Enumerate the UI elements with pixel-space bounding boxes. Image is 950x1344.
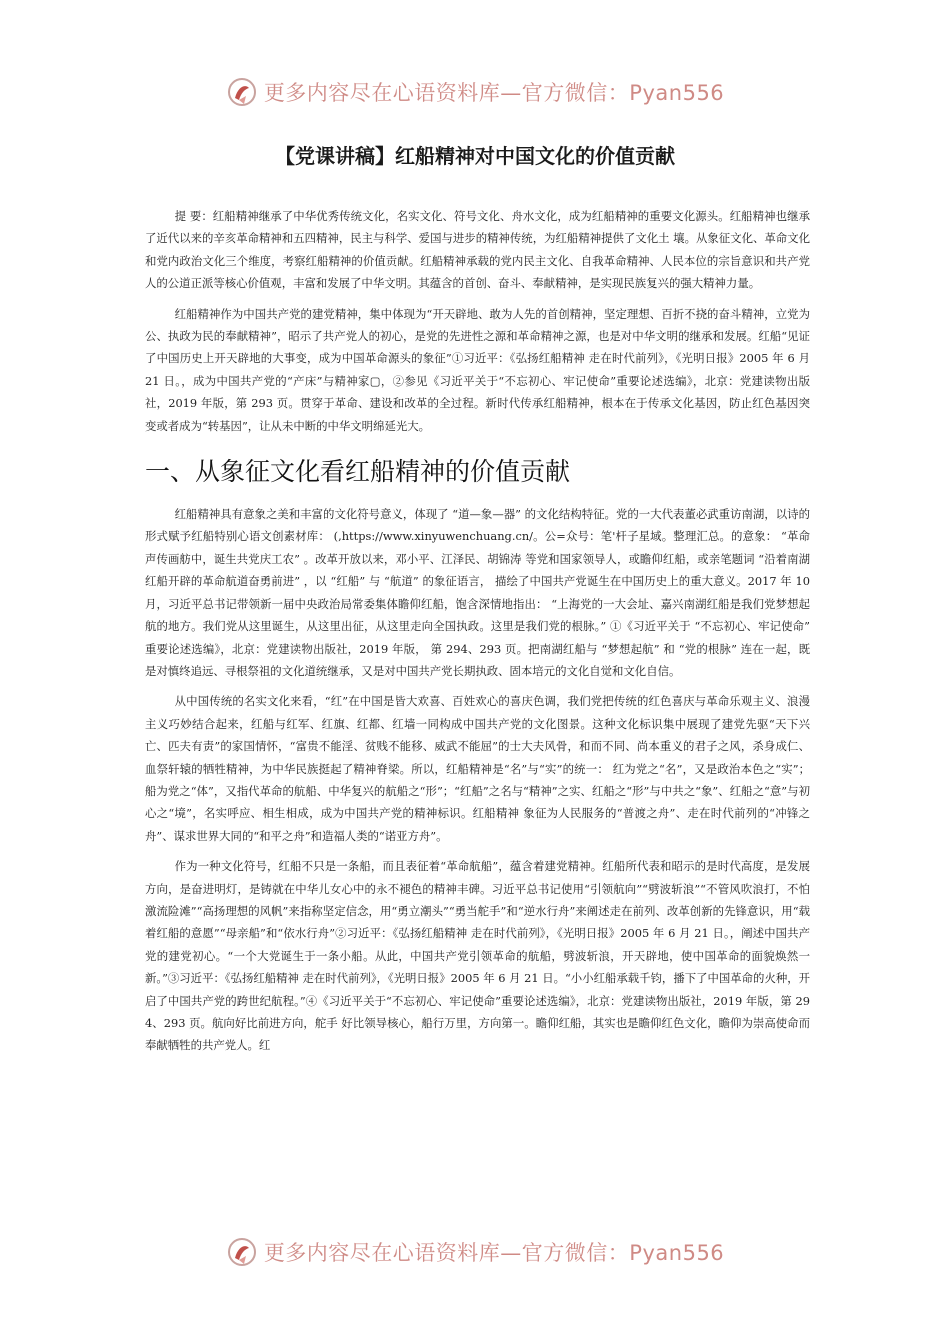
watermark-text: 更多内容尽在心语资料库—官方微信：Pyan556 [263,1241,725,1265]
body-paragraph: 从中国传统的名实文化来看，“红”在中国是皆大欢喜、百姓欢心的喜庆色调，我们党把传统的红色喜庆与革命乐观主义、浪漫主义巧妙结合起来，红船与红军、红旗、红都、红墙一同构成中国共产党的文化图景。这种文化标识集中展现了建党先驱“天下兴亡、匹夫有责”的家国情怀，“富贵不能淫、贫贱不能移、威武不能屈”的士大夫风骨，和而不同、尚本重义的君子之风，杀身成仁、血祭轩辕的牺牲精神，为中华民族挺起了精神脊梁。所以，红船精神是“名”与“实”的统一： 红为党之“名”，又是政治本色之“实”；船为党之“体”，又指代革命的航船、中华复兴的航船之“形”；“红船”之名与“精神”之实、红船之“形”与中共之“象”、红船之“意”与初心之“境”，名实呼应、相生相成，成为中国共产党的精神标识。红船精神 象征为人民服务的“普渡之舟”、走在时代前列的“冲锋之舟”、谋求世界大同的“和平之舟”和造福人类的“诺亚方舟”。 [145,694,810,843]
footer-watermark-banner [0,1232,950,1272]
abstract-paragraph: 提 要：红船精神继承了中华优秀传统文化，名实文化、符号文化、舟水文化，成为红船精神的重要文化源头。红船精神也继承了近代以来的辛亥革命精神和五四精神，民主与科学、爱国与进步的精神传统，为红船精神提供了文化土 壤。从象征文化、革命文化和党内政治文化三个维度，考察红船精神的价值贡献。红船精神承载的党内民主文化、自我革命精神、人民本位的宗旨意识和共产党人的公道正派等核心价值观，丰富和发展了中华文明。其蕴含的首创、奋斗、奉献精神，是实现民族复兴的强大精神力量。 [145,209,810,291]
body-paragraph: 作为一种文化符号，红船不只是一条船，而且表征着“革命航船”，蕴含着建党精神。红船所代表和昭示的是时代高度，是发展方向，是奋进明灯，是铸就在中华儿女心中的永不褪色的精神丰碑。习近平总书记使用“引领航向”“劈波斩浪”“不管风吹浪打，不怕激流险滩”“高扬理想的风帆”来指称坚定信念，用“勇立潮头”“勇当舵手”和“逆水行舟”来阐述走在前列、改革创新的先锋意识，用“载着红船的意愿”“母亲船”和“依水行舟”②习近平：《弘扬红船精神 走在时代前列》，《光明日报》2005 年 6 月 21 日。，阐述中国共产党的建党初心。“一个大党诞生于一条小船。从此，中国共产党引领革命的航船，劈波斩浪，开天辟地，使中国革命的面貌焕然一新。”③习近平：《弘扬红船精神 走在时代前列》，《光明日报》2005 年 6 月 21 日。“小小红船承载千钧，播下了中国革命的火种，开启了中国共产党的跨世纪航程。”④《习近平关于“不忘初心、牢记使命”重要论述选编》，北京：党建读物出版社，2019 年版，第 294、293 页。航向好比前进方向，舵手 好比领导核心，船行万里，方向第一。瞻仰红船，其实也是瞻仰红色文化，瞻仰为崇高使命而奉献牺牲的共产党人。红 [145,859,811,1053]
intro-paragraph: 红船精神作为中国共产党的建党精神，集中体现为“开天辟地、敢为人先的首创精神，坚定理想、百折不挠的奋斗精神，立党为公、执政为民的奉献精神”，昭示了共产党人的初心，是党的先进性之源和革命精神之源，也是对中华文明的继承和发展。红船“见证了中国历史上开天辟地的大事变，成为中国革命源头的象征”①习近平：《弘扬红船精神 走在时代前列》，《光明日报》2005 年 6 月 21 日。，成为中国共产党的“产床”与精神家▢，②参见《习近平关于“不忘初心、牢记使命”重要论述选编》，北京：党建读物出版社，2019 年版，第 293 页。贯穿于革命、建设和改革的全过程。新时代传承红船精神，根本在于传承文化基因，防止红色基因突变或者成为“转基因”，让从未中断的中华文明绵延光大。 [145,306,810,433]
document-body [145,205,810,1065]
header-watermark-banner [0,72,950,112]
body-paragraph: 红船精神具有意象之美和丰富的文化符号意义，体现了 “道—象—器” 的文化结构特征。党的一大代表董必武重访南湖，以诗的形式赋予红船特别心语文创素材库： (,https://www.xinyuwenchuang.cn/。公=众号：笔'杆子星域。整理汇总。的意象： “革命声传画舫中，诞生共党庆工农” 。改革开放以来，邓小平、江泽民、胡锦涛 等党和国家领导人，或瞻仰红船，或亲笔题词 “沿着南湖红船开辟的革命航道奋勇前进” ，以 “红船” 与 “航道” 的象征语言， 描绘了中国共产党诞生在中国历史上的重大意义。2017 年 10 月，习近平总书记带领新一届中央政治局常委集体瞻仰红船，饱含深情地指出： “上海党的一大会址、嘉兴南湖红船是我们党梦想起航的地方。我们党从这里诞生，从这里出征，从这里走向全国执政。这里是我们党的根脉。” ①《习近平关于 “不忘初心、牢记使命” 重要论述选编》，北京：党建读物出版社，2019 年版， 第 294、293 页。把南湖红船与 “梦想起航” 和 “党的根脉” 连在一起，既是对慎终追远、寻根祭祖的文化道统继承，又是对中国共产党长期执政、固本培元的文化自觉和文化自信。 [145,507,810,678]
document-title: 【党课讲稿】红船精神对中国文化的价值贡献 [275,144,675,168]
ribbon-logo-icon [226,1236,258,1268]
ribbon-logo-icon [226,76,258,108]
section-heading: 一、从象征文化看红船精神的价值贡献 [145,457,571,487]
watermark-text: 更多内容尽在心语资料库—官方微信：Pyan556 [263,81,725,105]
